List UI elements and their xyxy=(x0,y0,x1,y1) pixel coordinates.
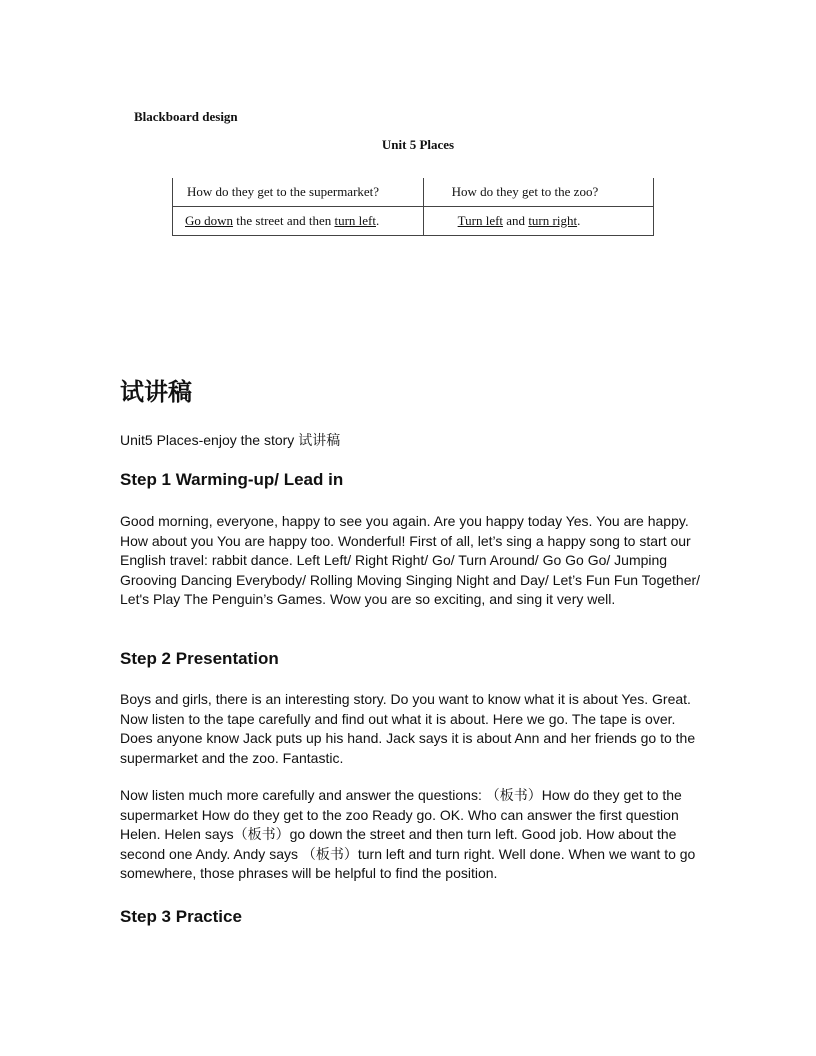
blackboard-heading: Blackboard design xyxy=(134,109,238,124)
answer-phrase: turn right xyxy=(528,213,578,228)
question-zoo: How do they get to the zoo? xyxy=(423,178,653,207)
table-row xyxy=(173,178,654,207)
answer-phrase: Go down xyxy=(185,213,234,228)
answer-phrase: turn left xyxy=(334,213,376,228)
step1-paragraph: Good morning, everyone, happy to see you again. Are you happy today Yes. You are happy. How about you You are happy too. Wonderful! First of all, let’s sing a happy song to start our English travel: rabbit dance. Left Left/ Right Right/ Go/ Turn Around/ Go Go Go/ Jumping Grooving Dancing Everybody/ Rolling Moving Singing Night and Day/ Let’s Fun Fun Together/ Let's Play The Penguin’s Games. Wow you are so exciting, and sing it very well. xyxy=(120,513,701,607)
step2-paragraph-1: Boys and girls, there is an interesting story. Do you want to know what it is about Yes. Great. Now listen to the tape carefully and find out what it is about. Here we go. The tape is over. Does anyone know Jack puts up his hand. Jack says it is about Ann and her friends go to the supermarket and the zoo. Fantastic. xyxy=(120,691,696,766)
answer-supermarket xyxy=(173,207,424,236)
step2-paragraph-2: Now listen much more carefully and answer the questions: （板书）How do they get to the supermarket How do they get to the zoo Ready go. OK. Who can answer the first question Helen. Helen says（板书）go down the street and then turn left. Good job. How about the second one Andy. Andy says （板书）turn left and turn right. Well done. When we want to go somewhere, those phrases will be helpful to find the position. xyxy=(120,787,696,881)
blackboard-table xyxy=(172,178,654,236)
script-subtitle: Unit5 Places-enjoy the story 试讲稿 xyxy=(120,432,341,448)
step1-title: Step 1 Warming-up/ Lead in xyxy=(120,470,344,489)
unit-title: Unit 5 Places xyxy=(381,137,455,152)
script-heading: 试讲稿 xyxy=(120,379,192,406)
answer-text: the street and then xyxy=(233,213,335,228)
step2-title: Step 2 Presentation xyxy=(120,649,279,668)
answer-phrase: Turn left xyxy=(457,213,504,228)
answer-zoo xyxy=(423,207,653,236)
answer-text: . xyxy=(577,213,581,228)
question-supermarket: How do they get to the supermarket? xyxy=(173,178,424,207)
table-row xyxy=(173,207,654,236)
answer-text: . xyxy=(375,213,380,228)
answer-text: and xyxy=(503,213,529,228)
step3-title: Step 3 Practice xyxy=(120,907,242,926)
